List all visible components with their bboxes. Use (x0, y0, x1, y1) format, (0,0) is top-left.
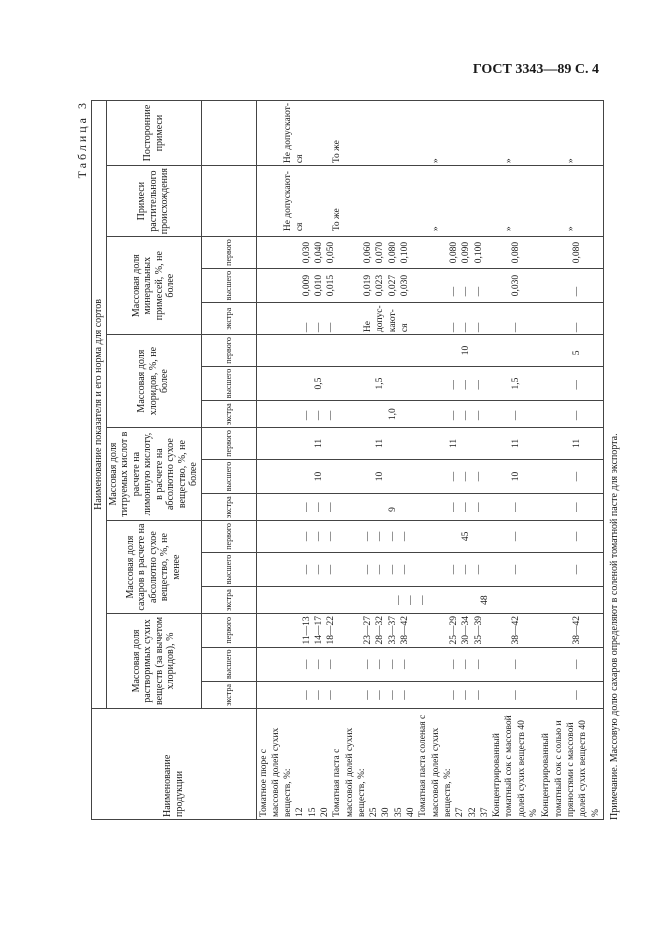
cell-values: 10 5 (461, 345, 583, 356)
table-title: Таблица 3 (75, 100, 89, 179)
cell-values: — — — — — — — — — — — — (301, 690, 583, 700)
value-cell (256, 303, 603, 335)
grade-header: экстра (201, 682, 256, 709)
grade-header (201, 166, 256, 237)
standard-header: ГОСТ 3343—89 С. 4 (472, 62, 599, 77)
col-sugars: Массовая доля сахаров в расчете на абсолютно сухое вещество, %, не менее (106, 521, 201, 614)
value-cell (256, 166, 603, 237)
col-acids: Массовая доля титруемых кислот в расчете на лимонную кислоту, в расчете на абсолютно сухое вещество, %, не более (106, 428, 201, 521)
grade-header: первого (201, 335, 256, 367)
grade-header: первого (201, 428, 256, 460)
grade-header: экстра (201, 587, 256, 614)
grade-header: экстра (201, 401, 256, 428)
cell-values: 0,030 0,040 0,050 0,060 0,070 0,080 0,100 0,080 0,090 0,100 0,080 0,080 (301, 241, 583, 264)
value-cell (256, 521, 603, 553)
grade-header: экстра (201, 494, 256, 521)
value-cell (256, 614, 603, 648)
value-cell (256, 428, 603, 460)
rotated-page (75, 100, 635, 820)
cell-values: 11 11 11 11 11 (313, 438, 583, 449)
value-cell (256, 494, 603, 521)
cell-values: — — — 1,0 — — — — — (301, 408, 583, 421)
value-cell (256, 101, 603, 166)
grade-header (201, 101, 256, 166)
footnote: Примечание. Массовую долю сахаров определяют в соленой томатной пасте для экспорта. (609, 433, 620, 820)
grade-header: высшего (201, 552, 256, 587)
cell-values: — — — 9 — — — — — (301, 502, 583, 512)
value-cell (256, 268, 603, 303)
cell-values: — — — — — — — 45 — — (301, 531, 583, 542)
col-foreign: Посторонние примеси (106, 101, 201, 166)
cell-values: Не допускают- ся То же » » » (283, 171, 576, 232)
product-list: Томатное пюре с массовой долей сухих веществ, %: 12 15 20 Томатная паста с массовой долей сухих веществ, %: 25 30 35 40 Томатная паста соленая с массовой долей сухих веществ, %: 27 32 37 Концентрированный томатный сок с массовой долей сухих веществ 40 % Концентрированный томатный сок с солью и пряностями с массовой долей сухих веществ 40 % (256, 708, 603, 819)
col-chlorides: Массовая доля хлоридов, %, не более (106, 335, 201, 428)
col-solids: Массовая доля растворимых сухих веществ (за вычетом хлоридов), % (106, 614, 201, 709)
grade-header: первого (201, 237, 256, 269)
grade-header: экстра (201, 303, 256, 335)
grade-header: высшего (201, 459, 256, 494)
cell-values: 10 10 — — — 10 — (313, 471, 583, 482)
value-cell (256, 647, 603, 682)
cell-values: Не допускают- ся То же » » » (283, 103, 576, 164)
value-cell (256, 552, 603, 587)
cell-values: — — — — — — — — — — — — (301, 659, 583, 670)
grade-header: первого (201, 614, 256, 648)
col-product: Наименование продукции (92, 708, 257, 819)
grade-header: высшего (201, 366, 256, 401)
cell-values: 11—13 14—17 18—22 23—27 28—32 33—37 38—42 25—29 30—34 35—39 38—42 38—42 (301, 616, 583, 645)
cell-values: — — — — — — — — — — — — (301, 564, 583, 575)
value-cell (256, 401, 603, 428)
cell-values: 0,009 0,010 0,015 0,019 0,023 0,027 0,030 — — — 0,030 — (301, 274, 583, 297)
cell-values: — — — Не допус- кают- ся — — — — — (301, 305, 583, 333)
grade-header: первого (201, 521, 256, 553)
value-cell (256, 459, 603, 494)
value-cell (256, 237, 603, 269)
grade-header: высшего (201, 647, 256, 682)
value-cell (256, 335, 603, 367)
value-cell (256, 587, 603, 614)
cell-values: 0,5 1,5 — — — 1,5 — (313, 377, 583, 390)
group-header: Наименование показателя и его норма для сортов (92, 101, 107, 709)
value-cell (256, 682, 603, 709)
col-minerals: Массовая доля минеральных примесей, %, не более (106, 237, 201, 335)
cell-values: — — — 48 (393, 595, 490, 605)
col-plant: Примеси растительного происхождения (106, 166, 201, 237)
grade-header: высшего (201, 268, 256, 303)
value-cell (256, 366, 603, 401)
requirements-table (91, 100, 604, 820)
